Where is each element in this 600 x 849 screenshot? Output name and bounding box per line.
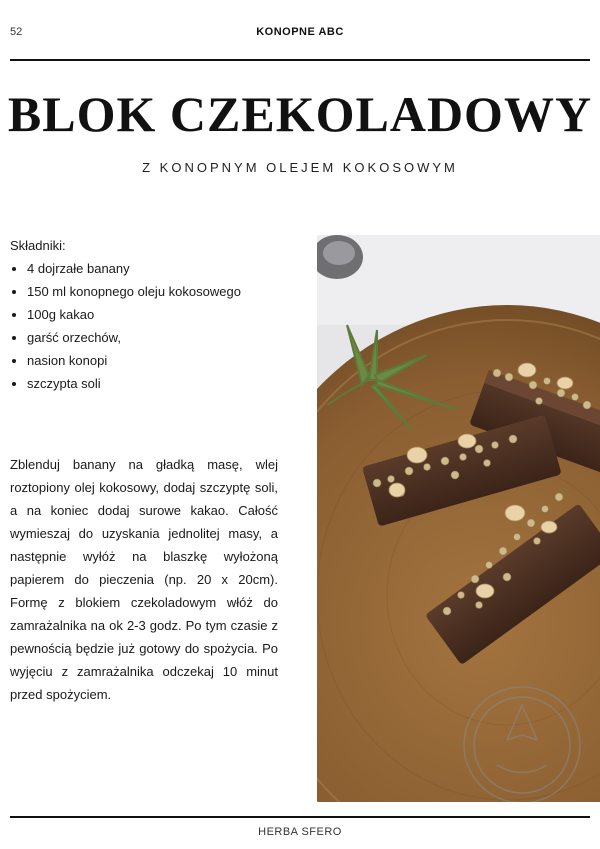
- method-paragraph: Zblenduj banany na gładką masę, wlej roztopiony olej kokosowy, dodaj szczyptę soli, a na koniec dodaj surowe kakao. Całość wymieszaj do uzyskania jednolitej masy, a następnie wyłóż na blaszkę wyłożoną papierem do pieczenia (np. 20 x 20cm). Formę z blokiem czekoladowym włóż do zamrażalnika na ok 2-3 godz. Po tym czasie z pewnością będzie już gotowy do spożycia. Po wyjęciu z zamrażalnika odczekaj 10 minut przed spożyciem.: [10, 457, 278, 702]
- recipe-photo: [317, 235, 600, 802]
- chocolate-bars-illustration: [317, 235, 600, 802]
- ingredient-item: • 4 dojrzałe banany: [27, 257, 300, 280]
- recipe-subtitle: Z KONOPNYM OLEJEM KOKOSOWYM: [142, 160, 458, 175]
- page-number: 52: [10, 26, 23, 38]
- recipe-title: BLOK CZEKOLADOWY: [7, 86, 593, 142]
- bottom-divider: [10, 816, 590, 818]
- ingredient-item: • nasion konopi: [27, 349, 300, 372]
- ingredients-label: Składniki:: [10, 238, 66, 253]
- footer-brand: HERBA SFERO: [258, 826, 342, 838]
- ingredients-list: [10, 257, 300, 395]
- running-title: KONOPNE ABC: [256, 26, 344, 38]
- ingredients-section: [10, 234, 300, 395]
- ingredient-item: • 150 ml konopnego oleju kokosowego: [27, 280, 300, 303]
- ingredient-item: • 100g kakao: [27, 303, 300, 326]
- top-divider: [10, 59, 590, 61]
- ingredient-item: • garść orzechów,: [27, 326, 300, 349]
- ingredient-item: • szczypta soli: [27, 372, 300, 395]
